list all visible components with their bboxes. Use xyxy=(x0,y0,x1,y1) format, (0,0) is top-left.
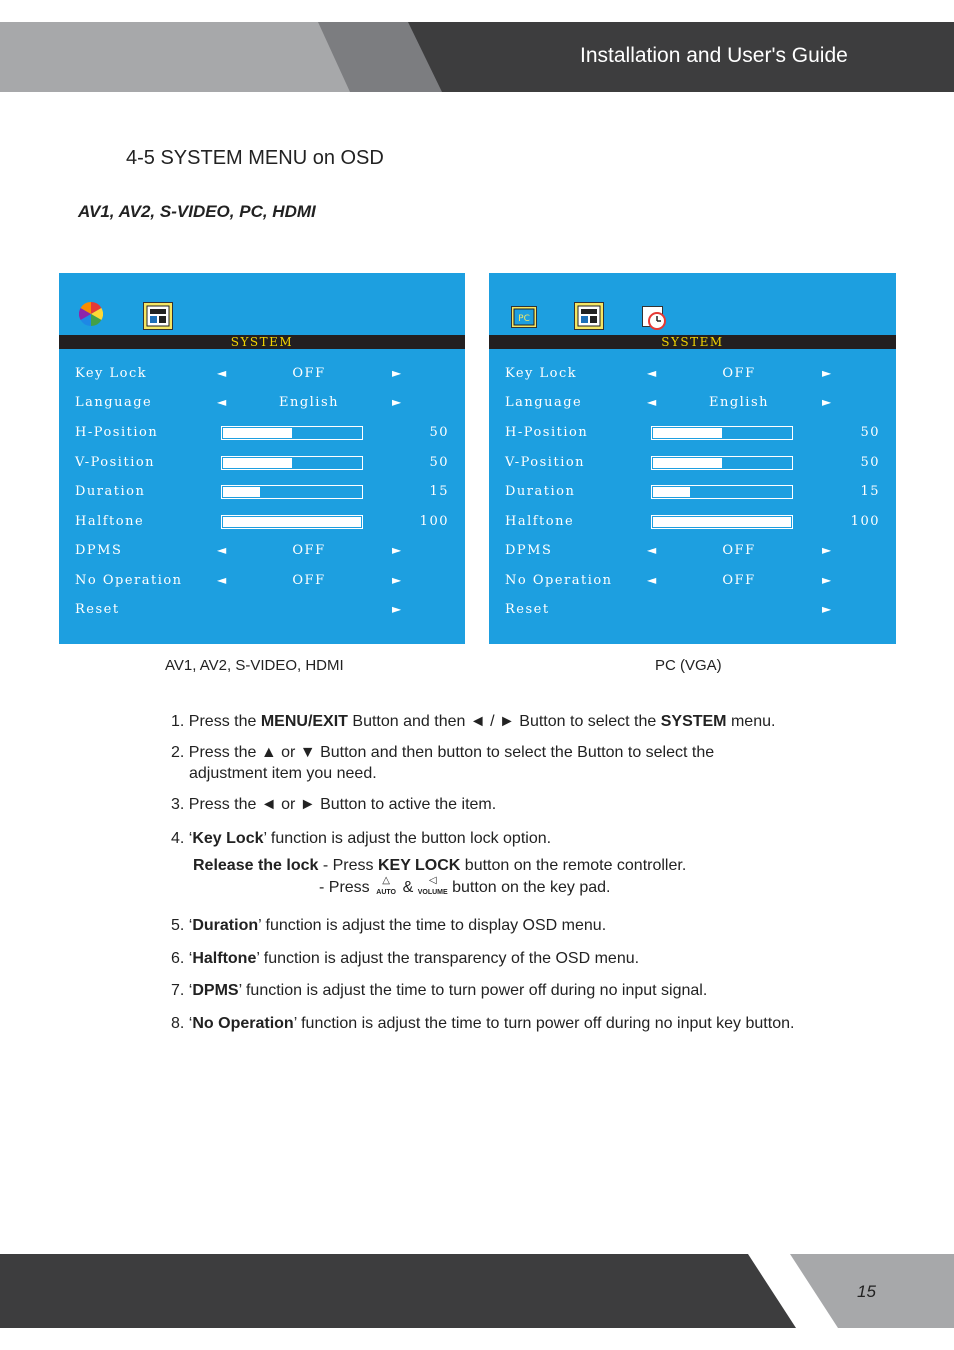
osd-slider[interactable] xyxy=(221,456,363,470)
clock-icon xyxy=(642,306,668,330)
osd-slider-fill xyxy=(653,487,690,497)
osd-row-dpms[interactable] xyxy=(59,543,465,563)
osd-row-label: No Operation xyxy=(75,573,183,588)
osd-row-label: Duration xyxy=(75,484,146,499)
osd-row-label: Duration xyxy=(505,484,576,499)
header-title: Installation and User's Guide xyxy=(580,44,848,67)
osd-slider-value: 50 xyxy=(429,455,449,470)
right-arrow-icon[interactable]: ► xyxy=(822,395,833,409)
osd-slider-value: 100 xyxy=(850,514,880,529)
osd-row-label: H-Position xyxy=(505,425,589,440)
svg-text:PC: PC xyxy=(518,314,530,324)
right-arrow-icon[interactable]: ► xyxy=(822,543,833,557)
left-arrow-icon[interactable]: ◄ xyxy=(217,395,228,409)
osd-row-reset[interactable] xyxy=(59,602,465,622)
osd-slider-fill xyxy=(223,458,292,468)
osd-row-value: OFF xyxy=(722,366,756,381)
osd-slider-value: 15 xyxy=(429,484,449,499)
osd-row-key-lock[interactable] xyxy=(489,366,896,386)
osd-row-label: Language xyxy=(75,395,153,410)
step-5: 5. ‘Duration’ function is adjust the time to display OSD menu. xyxy=(171,917,607,934)
right-arrow-icon[interactable]: ► xyxy=(822,602,833,616)
step-8: 8. ‘No Operation’ function is adjust the time to turn power off during no input key button. xyxy=(171,1015,795,1032)
osd-slider[interactable] xyxy=(221,426,363,440)
left-arrow-icon[interactable]: ◄ xyxy=(647,543,658,557)
osd-row-dpms[interactable] xyxy=(489,543,896,563)
osd-row-halftone[interactable] xyxy=(59,514,465,534)
osd-row-no-operation[interactable] xyxy=(59,573,465,593)
osd-slider-value: 50 xyxy=(860,455,880,470)
right-arrow-icon[interactable]: ► xyxy=(822,366,833,380)
osd-row-language[interactable] xyxy=(59,395,465,415)
left-arrow-icon[interactable]: ◄ xyxy=(217,573,228,587)
osd-row-value: OFF xyxy=(722,543,756,558)
osd-row-label: Halftone xyxy=(505,514,575,529)
osd-row-label: No Operation xyxy=(505,573,613,588)
pc-icon xyxy=(511,306,537,328)
osd-slider-fill xyxy=(653,458,722,468)
right-arrow-icon[interactable]: ► xyxy=(392,602,403,616)
osd-menu-pc xyxy=(489,273,896,644)
osd-slider-fill xyxy=(653,517,791,527)
osd-slider[interactable] xyxy=(221,515,363,529)
osd-row-value: OFF xyxy=(292,543,326,558)
step-3: 3. Press the ◄ or ► Button to active the item. xyxy=(171,796,497,813)
osd-row-label: Reset xyxy=(505,602,550,617)
left-arrow-icon[interactable]: ◄ xyxy=(217,366,228,380)
osd-slider[interactable] xyxy=(221,485,363,499)
system-icon xyxy=(574,302,604,330)
right-arrow-icon[interactable]: ► xyxy=(392,573,403,587)
osd-row-v-position[interactable] xyxy=(59,455,465,475)
step-7: 7. ‘DPMS’ function is adjust the time to turn power off during no input signal. xyxy=(171,982,708,999)
footer-band xyxy=(0,1254,954,1328)
osd-row-no-operation[interactable] xyxy=(489,573,896,593)
osd-row-value: English xyxy=(278,395,340,410)
osd-row-h-position[interactable] xyxy=(59,425,465,445)
section-title: 4-5 SYSTEM MENU on OSD xyxy=(126,147,384,169)
volume-key-icon: ◁ VOLUME xyxy=(417,875,448,896)
osd-slider-value: 15 xyxy=(860,484,880,499)
osd-row-value: OFF xyxy=(722,573,756,588)
step-1: 1. Press the MENU/EXIT Button and then ◄ / ► Button to select the SYSTEM menu. xyxy=(171,713,776,730)
step-6: 6. ‘Halftone’ function is adjust the transparency of the OSD menu. xyxy=(171,950,640,967)
osd-slider[interactable] xyxy=(651,456,793,470)
release-lock-remote: Release the lock - Press KEY LOCK button on the remote controller. xyxy=(193,857,687,874)
osd-row-v-position[interactable] xyxy=(489,455,896,475)
osd-row-duration[interactable] xyxy=(59,484,465,504)
osd-slider[interactable] xyxy=(651,485,793,499)
step-2-continued: adjustment item you need. xyxy=(189,765,377,782)
left-arrow-icon[interactable]: ◄ xyxy=(647,366,658,380)
osd-caption-av: AV1, AV2, S-VIDEO, HDMI xyxy=(165,657,344,674)
osd-row-label: Language xyxy=(505,395,583,410)
auto-key-icon: △ AUTO xyxy=(376,875,396,896)
osd-row-label: DPMS xyxy=(505,543,553,558)
osd-slider-value: 50 xyxy=(429,425,449,440)
left-arrow-icon[interactable]: ◄ xyxy=(217,543,228,557)
osd-menu-av xyxy=(59,273,465,644)
color-wheel-icon xyxy=(79,302,103,326)
right-arrow-icon[interactable]: ► xyxy=(392,395,403,409)
osd-slider[interactable] xyxy=(651,426,793,440)
osd-row-label: V-Position xyxy=(75,455,156,470)
osd-menu-title: SYSTEM xyxy=(59,335,465,349)
osd-row-label: DPMS xyxy=(75,543,123,558)
page-number: 15 xyxy=(857,1282,876,1301)
osd-slider-fill xyxy=(223,487,260,497)
osd-row-value: OFF xyxy=(292,366,326,381)
step-2: 2. Press the ▲ or ▼ Button and then button to select the Button to select the xyxy=(171,744,715,761)
osd-slider-fill xyxy=(223,517,361,527)
osd-row-label: Key Lock xyxy=(505,366,578,381)
step-4: 4. ‘Key Lock’ function is adjust the button lock option. xyxy=(171,830,552,847)
osd-slider[interactable] xyxy=(651,515,793,529)
osd-row-value: English xyxy=(708,395,770,410)
osd-row-label: V-Position xyxy=(505,455,586,470)
osd-slider-fill xyxy=(223,428,292,438)
osd-caption-pc: PC (VGA) xyxy=(655,657,722,674)
osd-slider-fill xyxy=(653,428,722,438)
osd-row-language[interactable] xyxy=(489,395,896,415)
osd-slider-value: 100 xyxy=(419,514,449,529)
osd-row-label: Reset xyxy=(75,602,120,617)
right-arrow-icon[interactable]: ► xyxy=(822,573,833,587)
osd-row-label: Key Lock xyxy=(75,366,148,381)
osd-row-h-position[interactable] xyxy=(489,425,896,445)
system-icon xyxy=(143,302,173,330)
osd-slider-value: 50 xyxy=(860,425,880,440)
osd-menu-title: SYSTEM xyxy=(489,335,896,349)
osd-row-label: Halftone xyxy=(75,514,145,529)
osd-row-halftone[interactable] xyxy=(489,514,896,534)
right-arrow-icon[interactable]: ► xyxy=(392,543,403,557)
input-sources-subtitle: AV1, AV2, S-VIDEO, PC, HDMI xyxy=(78,202,316,221)
osd-row-reset[interactable] xyxy=(489,602,896,622)
release-lock-keypad: - Press △ AUTO & ◁ VOLUME button on the key pad. xyxy=(319,875,611,896)
right-arrow-icon[interactable]: ► xyxy=(392,366,403,380)
osd-row-key-lock[interactable] xyxy=(59,366,465,386)
left-arrow-icon[interactable]: ◄ xyxy=(647,573,658,587)
left-arrow-icon[interactable]: ◄ xyxy=(647,395,658,409)
osd-row-value: OFF xyxy=(292,573,326,588)
osd-row-label: H-Position xyxy=(75,425,159,440)
osd-row-duration[interactable] xyxy=(489,484,896,504)
